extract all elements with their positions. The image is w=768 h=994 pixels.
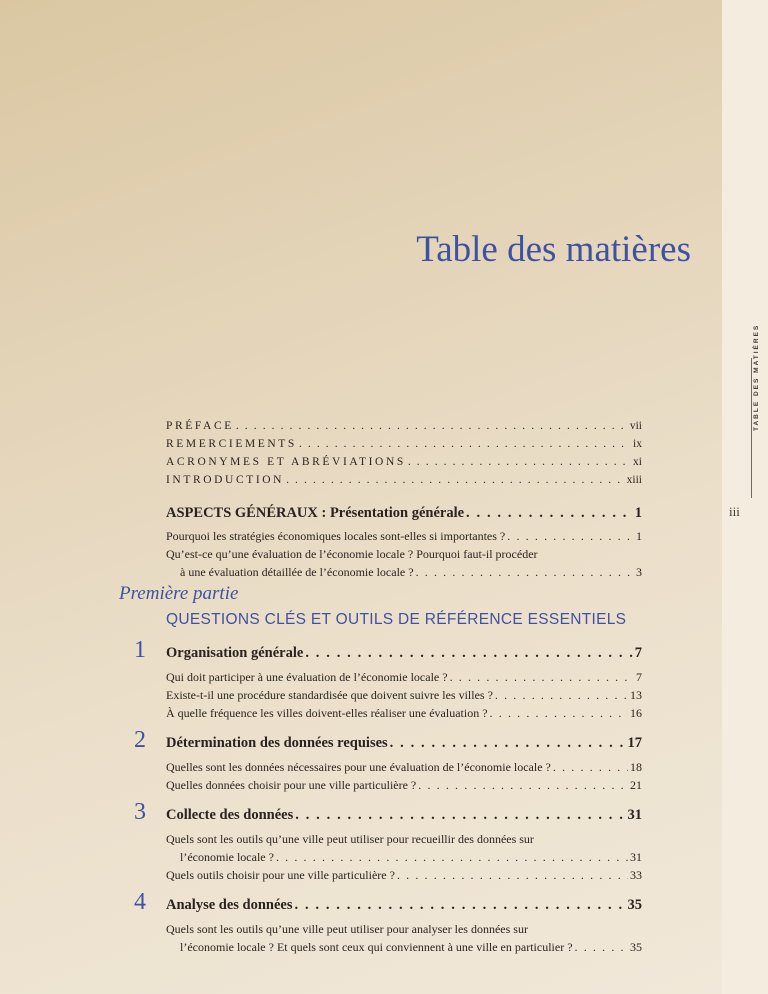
toc-entry-page: 33 <box>630 868 642 882</box>
leader-dots <box>408 456 631 468</box>
chapter-title: Détermination des données requises <box>166 735 388 751</box>
toc-entry-label: l’économie locale ? Et quels sont ceux qui conviennent à une ville en particulier ? <box>180 940 573 954</box>
toc-entry-page: 18 <box>630 760 642 774</box>
leader-dots <box>390 735 626 752</box>
toc-entry-label: Pourquoi les stratégies économiques locales sont-elles si importantes ? <box>166 529 506 543</box>
leader-dots <box>507 529 634 544</box>
toc-entry-label: PRÉFACE <box>166 420 234 432</box>
leader-dots <box>299 438 631 450</box>
toc-entry-page: 13 <box>630 688 642 702</box>
chapter-number: 2 <box>134 727 146 753</box>
leader-dots <box>416 565 634 580</box>
toc-entry-page: ix <box>633 438 642 450</box>
leader-dots <box>236 420 628 432</box>
toc-entry-label: l’économie locale ? <box>180 850 274 864</box>
toc-entry-line1[interactable]: Quels sont les outils qu’une ville peut utiliser pour analyser les données sur <box>166 922 528 936</box>
toc-entry-label: Quels outils choisir pour une ville particulière ? <box>166 868 395 882</box>
leader-dots <box>466 505 633 522</box>
chapter-title: Organisation générale <box>166 645 304 661</box>
toc-entry[interactable] <box>166 688 642 703</box>
toc-entry[interactable] <box>180 850 642 865</box>
leader-dots <box>495 688 628 703</box>
chapter-title: Analyse des données <box>166 897 293 913</box>
part-title: Première partie <box>119 583 239 604</box>
toc-entry-label: Existe-t-il une procédure standardisée que doivent suivre les villes ? <box>166 688 493 702</box>
part-subtitle: QUESTIONS CLÉS ET OUTILS DE RÉFÉRENCE ESSENTIELS <box>166 611 627 628</box>
toc-entry-acronyms[interactable] <box>166 456 642 468</box>
toc-entry-page: 35 <box>630 940 642 954</box>
toc-entry[interactable] <box>166 529 642 544</box>
toc-entry-page: xiii <box>626 474 642 486</box>
leader-dots <box>575 940 628 955</box>
leader-dots <box>450 670 634 685</box>
chapter-page: 31 <box>627 807 642 823</box>
toc-entry-page: 7 <box>636 670 642 684</box>
toc-entry-line1[interactable]: Quels sont les outils qu’une ville peut utiliser pour recueillir des données sur <box>166 832 534 846</box>
toc-entry-label: à une évaluation détaillée de l’économie locale ? <box>180 565 414 579</box>
toc-heading-page: 1 <box>634 505 642 521</box>
toc-heading-label: ASPECTS GÉNÉRAUX : Présentation générale <box>166 505 465 521</box>
page-number: iii <box>729 504 740 519</box>
leader-dots <box>490 706 628 721</box>
chapter-title: Collecte des données <box>166 807 294 823</box>
toc-heading-overview[interactable] <box>166 505 642 522</box>
chapter-page: 7 <box>634 645 642 661</box>
chapter-number: 3 <box>134 799 146 825</box>
toc-chapter-4[interactable] <box>166 897 642 914</box>
toc-entry-line1[interactable]: Qu’est-ce qu’une évaluation de l’économie locale ? Pourquoi faut-il procéder <box>166 547 538 561</box>
leader-dots <box>295 897 626 914</box>
chapter-page: 35 <box>627 897 642 913</box>
toc-entry[interactable] <box>180 565 642 580</box>
toc-entry[interactable] <box>166 670 642 685</box>
toc-entry-label: ACRONYMES ET ABRÉVIATIONS <box>166 456 406 468</box>
toc-entry[interactable] <box>166 760 642 775</box>
toc-entry-page: xi <box>633 456 642 468</box>
toc-entry[interactable] <box>166 706 642 721</box>
leader-dots <box>553 760 628 775</box>
leader-dots <box>295 807 625 824</box>
toc-chapter-3[interactable] <box>166 807 642 824</box>
toc-entry-label: À quelle fréquence les villes doivent-elles réaliser une évaluation ? <box>166 706 488 720</box>
toc-entry-preface[interactable] <box>166 420 642 432</box>
toc-entry[interactable] <box>166 868 642 883</box>
toc-entry-introduction[interactable] <box>166 474 642 486</box>
running-header: TABLE DES MATIÈRES <box>753 323 760 431</box>
toc-entry-label: INTRODUCTION <box>166 474 285 486</box>
leader-dots <box>397 868 628 883</box>
toc-entry-label: Qui doit participer à une évaluation de l’économie locale ? <box>166 670 448 684</box>
toc-entry-page: 16 <box>630 706 642 720</box>
toc-entry-page: vii <box>629 420 642 432</box>
toc-entry-label: Quelles sont les données nécessaires pour une évaluation de l’économie locale ? <box>166 760 551 774</box>
leader-dots <box>305 645 632 662</box>
toc-entry-page: 31 <box>630 850 642 864</box>
leader-dots <box>276 850 628 865</box>
toc-entry-page: 1 <box>636 529 642 543</box>
margin-strip <box>722 0 768 994</box>
toc-entry-page: 3 <box>636 565 642 579</box>
toc-chapter-1[interactable] <box>166 645 642 662</box>
chapter-page: 17 <box>627 735 642 751</box>
chapter-number: 4 <box>134 889 146 915</box>
toc-entry-page: 21 <box>630 778 642 792</box>
toc-entry[interactable] <box>166 778 642 793</box>
page-title: Table des matières <box>416 229 691 270</box>
toc-entry-label: REMERCIEMENTS <box>166 438 297 450</box>
toc-entry-label: Quelles données choisir pour une ville particulière ? <box>166 778 417 792</box>
leader-dots <box>418 778 628 793</box>
toc-entry-acknowledgements[interactable] <box>166 438 642 450</box>
toc-entry[interactable] <box>180 940 642 955</box>
side-rule <box>751 358 752 498</box>
chapter-number: 1 <box>134 637 146 663</box>
toc-chapter-2[interactable] <box>166 735 642 752</box>
leader-dots <box>286 474 625 486</box>
